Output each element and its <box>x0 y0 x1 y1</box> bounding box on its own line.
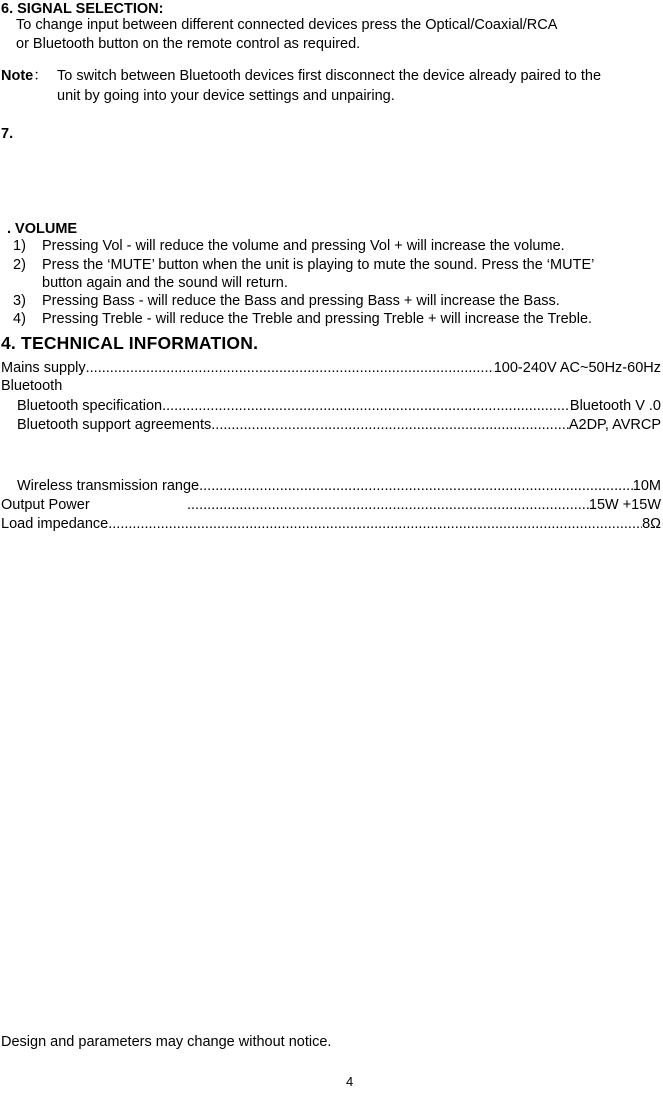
volume-item-2-number: 2) <box>13 257 26 273</box>
output-power-value: 15W +15W <box>588 497 661 513</box>
spec-row-output-power <box>187 496 661 514</box>
bluetooth-support-label: Bluetooth support agreements <box>17 417 212 433</box>
volume-item-3-number: 3) <box>13 293 26 309</box>
wireless-range-value: 10M <box>632 478 661 494</box>
signal-selection-text-line-1: To change input between different connected devices press the Optical/Coaxial/RCA <box>16 17 558 33</box>
signal-selection-heading: 6. SIGNAL SELECTION: <box>1 1 164 17</box>
technical-information-heading: 4. TECHNICAL INFORMATION. <box>1 333 259 353</box>
notice-text: Design and parameters may change without notice. <box>1 1034 332 1050</box>
load-impedance-value: 8Ω <box>642 516 661 532</box>
spec-row-bluetooth-specification <box>17 397 661 415</box>
dot-leader <box>211 416 569 434</box>
volume-item-1-number: 1) <box>13 238 26 254</box>
spec-row-mains-supply <box>1 359 661 377</box>
mains-supply-value: 100-240V AC~50Hz-60Hz <box>493 360 661 376</box>
load-impedance-label: Load impedance <box>1 516 109 532</box>
spec-row-load-impedance <box>1 515 661 533</box>
volume-item-1-text: Pressing Vol - will reduce the volume and pressing Vol + will increase the volume. <box>42 238 565 254</box>
dot-leader <box>108 515 642 533</box>
bluetooth-support-value: A2DP, AVRCP <box>568 417 661 433</box>
note-text-line-2: unit by going into your device settings and unpairing. <box>57 88 395 104</box>
section-7-heading: 7. <box>1 126 14 142</box>
dot-leader <box>199 477 633 495</box>
volume-heading: . VOLUME <box>7 221 78 237</box>
bluetooth-label: Bluetooth <box>1 378 63 394</box>
wireless-range-label: Wireless transmission range <box>17 478 200 494</box>
note-text-line-1: To switch between Bluetooth devices first disconnect the device already paired to the <box>57 68 602 84</box>
note-label <box>1 67 48 85</box>
spec-row-wireless-range <box>17 477 661 495</box>
volume-item-2-text-line-1: Press the ‘MUTE’ button when the unit is playing to mute the sound. Press the ‘MUTE’ <box>42 257 595 273</box>
spec-row-bluetooth-support <box>17 416 661 434</box>
signal-selection-text-line-2: or Bluetooth button on the remote control as required. <box>16 36 361 52</box>
dot-leader <box>162 397 570 415</box>
note-label-text: Note <box>1 68 34 84</box>
volume-item-3-text: Pressing Bass - will reduce the Bass and pressing Bass + will increase the Bass. <box>42 293 560 309</box>
dot-leader <box>86 359 494 377</box>
mains-supply-label: Mains supply <box>1 360 86 376</box>
volume-item-4-number: 4) <box>13 311 26 327</box>
bluetooth-specification-value: Bluetooth V .0 <box>569 398 661 414</box>
page-number: 4 <box>346 1074 354 1089</box>
volume-item-2-text-line-2: button again and the sound will return. <box>42 275 288 291</box>
note-colon: ： <box>33 68 48 84</box>
output-power-label: Output Power <box>1 497 90 513</box>
dot-leader <box>187 496 589 514</box>
bluetooth-specification-label: Bluetooth specification <box>17 398 163 414</box>
volume-item-4-text: Pressing Treble - will reduce the Treble and pressing Treble + will increase the Treble. <box>42 311 593 327</box>
